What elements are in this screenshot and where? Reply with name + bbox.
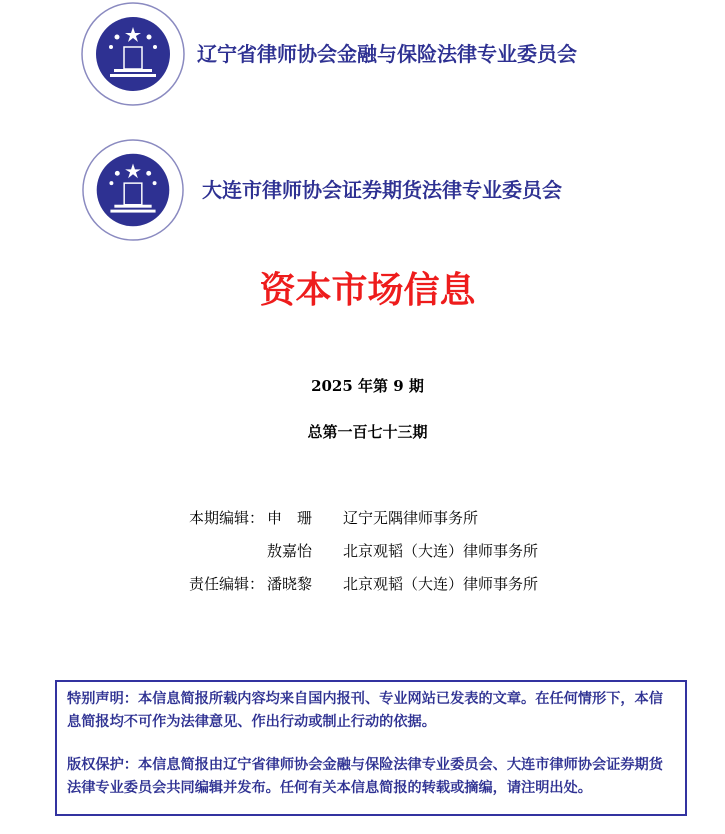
issue-number: 2025 年第 9 期 bbox=[311, 377, 424, 395]
editor-name: 潘晓黎 bbox=[267, 575, 313, 593]
disclaimer-text: 特别声明：本信息简报所载内容均来自国内报刊、专业网站已发表的文章。在任何情形下，本信息简报均不可作为法律意见、作出行动或制止行动的依据。 bbox=[67, 691, 663, 730]
notice-box bbox=[55, 680, 687, 816]
publication-title: 资本市场信息 bbox=[259, 270, 476, 311]
editor-firm: 辽宁无隅律师事务所 bbox=[343, 509, 479, 527]
liaoning-lawyers-association-logo bbox=[80, 1, 186, 107]
copyright-text: 版权保护：本信息简报由辽宁省律师协会金融与保险法律专业委员会、大连市律师协会证券期货法律专业委员会共同编辑并发布。任何有关本信息简报的转载或摘编，请注明出处。 bbox=[67, 757, 663, 796]
total-issue-number: 总第一百七十三期 bbox=[307, 423, 428, 441]
editor-firm: 北京观韬（大连）律师事务所 bbox=[343, 575, 539, 593]
editor-firm: 北京观韬（大连）律师事务所 bbox=[343, 542, 539, 560]
editor-name: 申 珊 bbox=[267, 509, 313, 527]
dalian-lawyers-association-logo bbox=[81, 138, 185, 242]
editor-name: 敖嘉怡 bbox=[267, 542, 313, 560]
org-name-dalian: 大连市律师协会证券期货法律专业委员会 bbox=[202, 178, 562, 202]
editor-role: 责任编辑： bbox=[188, 575, 264, 593]
org-name-liaoning: 辽宁省律师协会金融与保险法律专业委员会 bbox=[197, 42, 577, 66]
editor-role: 本期编辑： bbox=[188, 509, 264, 527]
